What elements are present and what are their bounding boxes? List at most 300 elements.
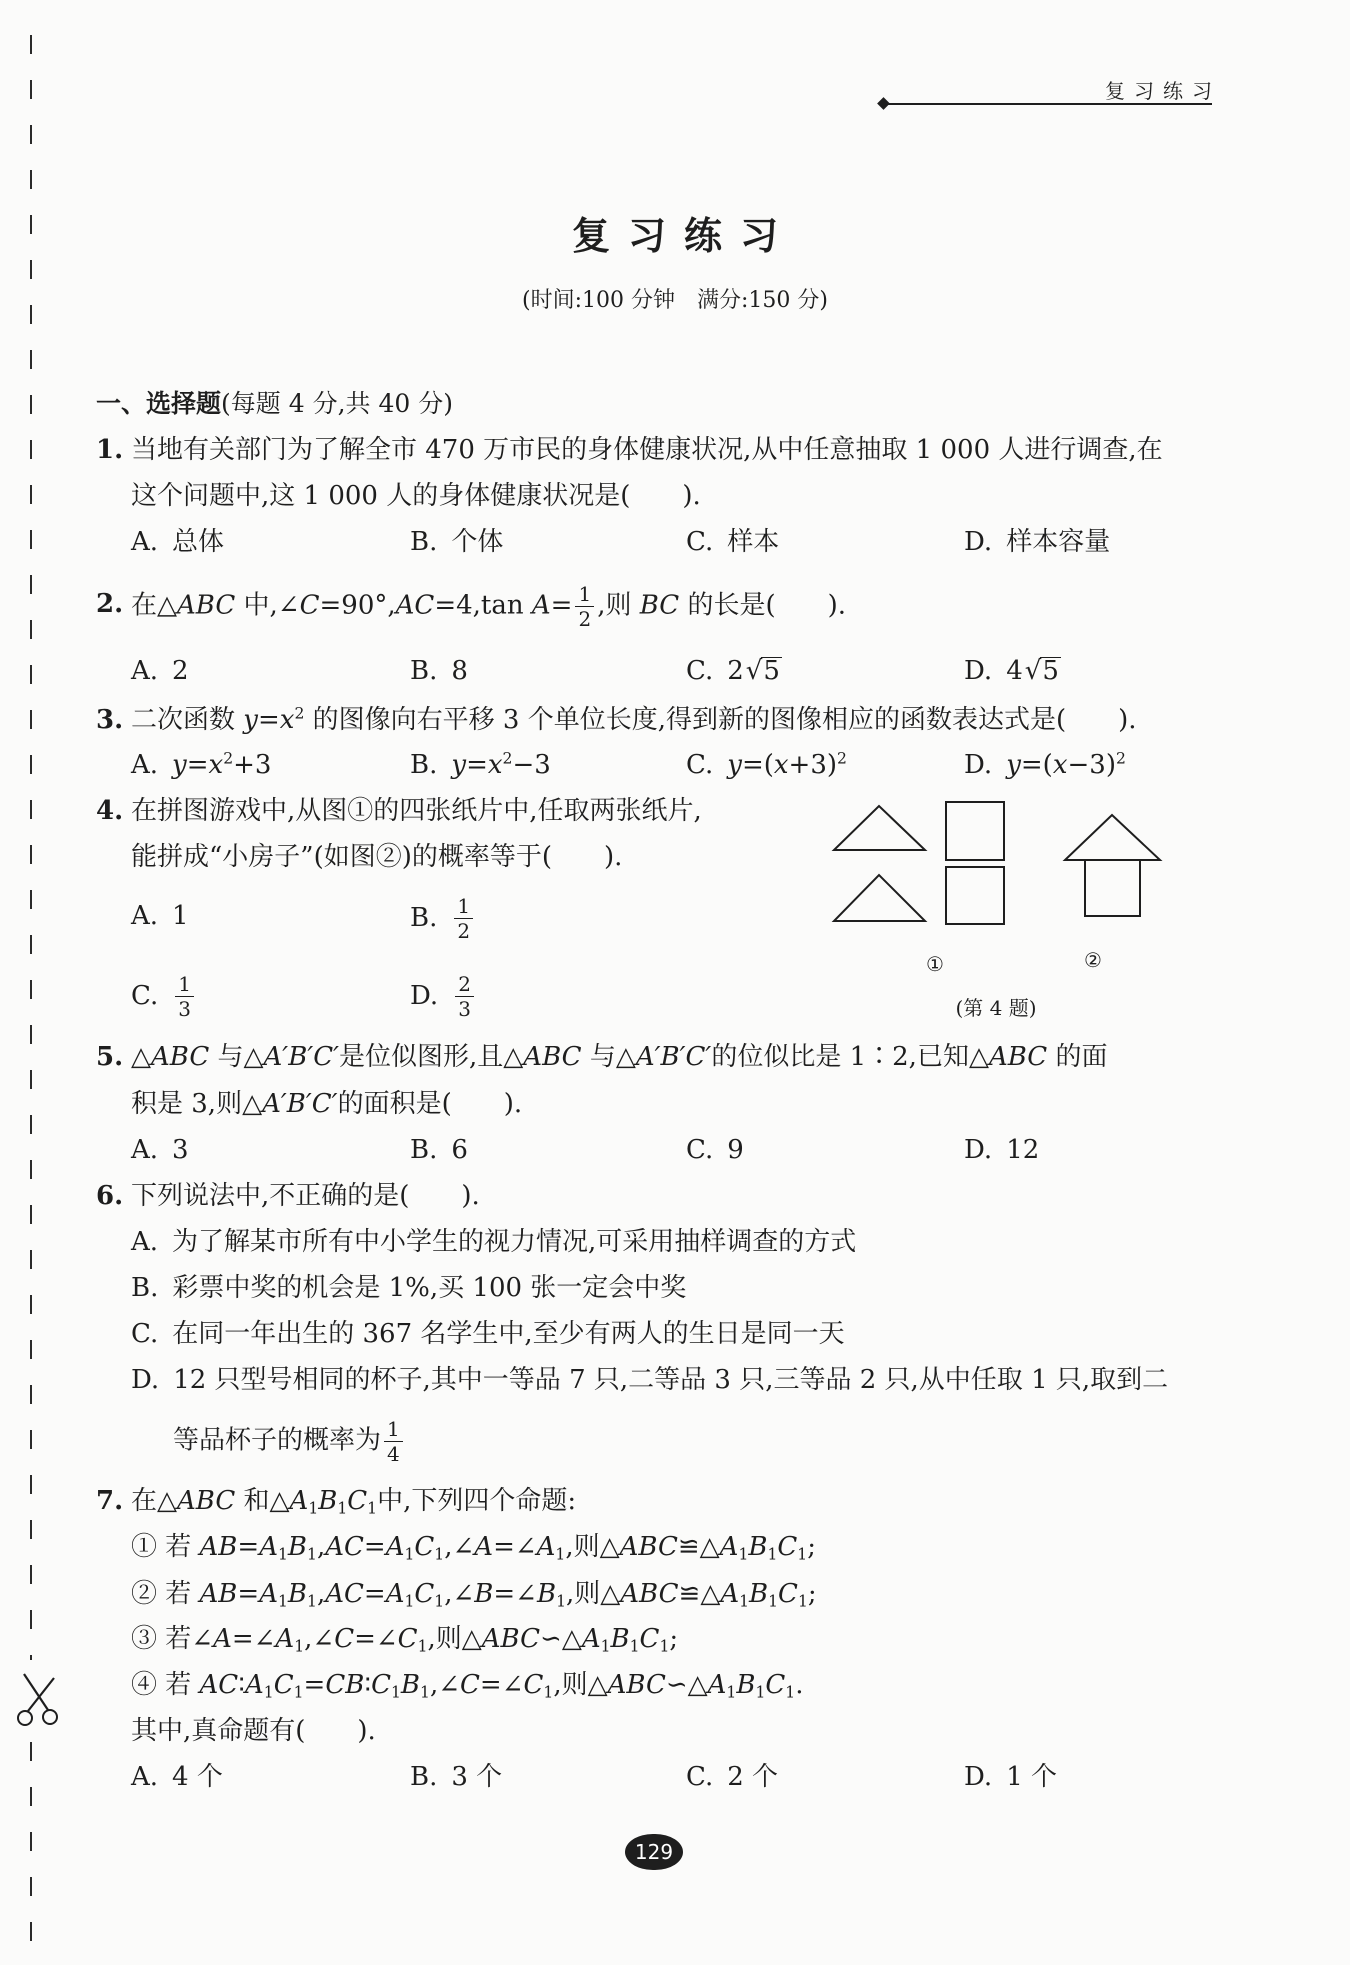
math-term — [488, 750, 513, 780]
q3-stem-line-1 — [131, 700, 1137, 740]
math-variable: BC — [639, 590, 680, 621]
option-text — [451, 527, 503, 557]
text-run: =∠ — [231, 1624, 276, 1654]
radical-sign: √ — [1024, 656, 1042, 686]
math-variable: C — [397, 1624, 418, 1654]
text-run: ,则△ — [565, 1532, 620, 1562]
subscript: 1 — [434, 1545, 445, 1564]
proposition-4 — [131, 1665, 803, 1705]
text-run: 3 — [172, 1135, 189, 1165]
numerator: 2 — [455, 974, 474, 997]
proposition-2 — [131, 1574, 817, 1614]
text-run: = — [237, 1532, 260, 1562]
option-text — [172, 1227, 856, 1257]
math-term — [482, 1624, 540, 1654]
math-variable: A′B′C′ — [635, 1042, 712, 1072]
math-term — [213, 1624, 232, 1654]
subscript: 1 — [417, 1637, 428, 1656]
text-run: ,则△ — [427, 1624, 482, 1654]
text-run: 积是 3,则△ — [131, 1089, 263, 1119]
math-variable: ABC — [177, 1486, 236, 1516]
option-a — [131, 522, 224, 562]
subscript: 1 — [797, 1545, 808, 1564]
math-variable: B — [400, 1670, 421, 1700]
option-text — [1006, 527, 1110, 557]
superscript: 2 — [837, 749, 847, 768]
option-letter: B. — [410, 1135, 438, 1165]
subscript: 1 — [726, 1683, 737, 1702]
text-run: 1 个 — [1006, 1762, 1057, 1792]
text-run: 9 — [727, 1135, 744, 1165]
math-variable: ABC — [619, 1532, 678, 1562]
denominator: 2 — [457, 919, 471, 943]
option-b — [410, 522, 503, 562]
text-run: +3) — [788, 750, 838, 780]
text-run: ∽△ — [540, 1624, 582, 1654]
math-term — [371, 1670, 401, 1700]
math-variable: ABC — [481, 1624, 541, 1654]
text-run: 在同一年出生的 367 名学生中,至少有两人的生日是同一天 — [172, 1319, 845, 1349]
text-run: ≌△ — [678, 1579, 721, 1609]
text-run: ∽△ — [665, 1670, 708, 1700]
option-text — [727, 1762, 778, 1792]
numerator: 1 — [384, 1419, 403, 1442]
square-piece — [946, 802, 1004, 860]
subscript: 1 — [629, 1637, 640, 1656]
option-text — [1006, 750, 1126, 780]
math-variable: A — [259, 1579, 278, 1609]
math-term — [151, 1042, 209, 1072]
section-heading — [96, 384, 453, 424]
option-d — [131, 1360, 1168, 1400]
math-term — [708, 1670, 737, 1700]
subscript: 1 — [278, 1545, 288, 1564]
subscript: 1 — [739, 1592, 750, 1611]
text-run: ,则△ — [553, 1670, 608, 1700]
math-term — [524, 1670, 554, 1700]
option-d — [964, 1757, 1057, 1797]
running-header-title: 复习练习 — [1105, 79, 1221, 103]
option-text — [1006, 656, 1061, 686]
math-term — [262, 1089, 338, 1119]
math-term — [532, 591, 551, 621]
text-run: 与△ — [209, 1042, 264, 1072]
text-run: ,∠ — [444, 1532, 475, 1562]
math-term — [777, 1532, 807, 1562]
question-number: 5. — [96, 1042, 124, 1072]
q5-stem-line-2 — [131, 1084, 522, 1124]
text-run: =4,tan — [434, 590, 532, 621]
math-variable: C — [299, 590, 320, 621]
math-term — [748, 1532, 777, 1562]
option-d — [964, 1130, 1039, 1170]
question-number: 4. — [96, 796, 124, 826]
option-text — [452, 972, 477, 1021]
option-letter: A. — [131, 1227, 159, 1257]
text-run: △ — [131, 1042, 151, 1072]
math-term — [200, 1579, 238, 1609]
math-variable: A — [581, 1624, 601, 1654]
superscript: 2 — [223, 749, 234, 768]
math-term — [451, 750, 466, 780]
math-variable: AC — [325, 1532, 364, 1562]
option-text — [727, 527, 779, 557]
subscript: 1 — [738, 1545, 749, 1564]
text-run: ≌△ — [677, 1532, 720, 1562]
text-run: 能拼成“小房子”(如图②)的概率等于( ). — [131, 842, 623, 872]
math-variable: B — [749, 1579, 769, 1609]
math-term — [318, 1486, 347, 1516]
math-term — [620, 1532, 678, 1562]
math-term — [778, 1579, 808, 1609]
radical-sign: √ — [745, 656, 763, 686]
math-term — [264, 1042, 340, 1072]
option-text — [451, 894, 476, 943]
option-c — [131, 1314, 845, 1354]
text-run: −3) — [1067, 750, 1116, 780]
fraction — [455, 974, 474, 1019]
math-variable: ABC — [620, 1579, 679, 1609]
math-variable: C — [777, 1532, 798, 1562]
option-letter: B. — [410, 527, 438, 557]
math-variable: B — [287, 1579, 308, 1609]
math-term — [245, 1670, 274, 1700]
subscript: 1 — [308, 1499, 319, 1518]
text-run: 在拼图游戏中,从图①的四张纸片中,任取两张纸片, — [131, 796, 702, 826]
math-variable: ABC — [177, 590, 236, 621]
q2-options — [0, 651, 1350, 691]
q3-options — [0, 745, 1350, 785]
question-number: 3. — [96, 705, 124, 735]
q4-stem-line-1 — [131, 791, 702, 831]
math-variable: y — [727, 750, 742, 780]
option-b — [410, 651, 468, 691]
math-term — [401, 1670, 430, 1700]
math-variable: C — [523, 1670, 544, 1700]
math-variable: A′B′C′ — [262, 1089, 338, 1119]
house-body — [1085, 860, 1140, 916]
option-text — [451, 1762, 502, 1792]
math-term — [325, 1670, 364, 1700]
text-run: ,∠ — [429, 1670, 461, 1700]
math-variable: AB — [199, 1579, 238, 1609]
text-run: . — [795, 1670, 804, 1700]
math-term — [1053, 750, 1068, 780]
option-text — [727, 656, 782, 686]
text-run: 3 个 — [451, 1762, 503, 1792]
option-b — [410, 894, 476, 943]
figure-label-2: ② — [1084, 948, 1102, 972]
text-run: 1 — [172, 901, 189, 931]
text-run: = — [237, 1579, 260, 1609]
subscript: 1 — [294, 1637, 305, 1656]
math-variable: C — [414, 1532, 435, 1562]
option-text — [172, 901, 189, 931]
option-letter: A. — [131, 656, 159, 686]
subscript: 1 — [293, 1683, 304, 1702]
text-run: 4 — [1006, 656, 1023, 686]
option-letter: B. — [410, 1762, 438, 1792]
text-run: ; — [669, 1624, 679, 1654]
math-variable: B — [536, 1579, 557, 1609]
math-variable: A — [474, 1532, 494, 1562]
question-number: 2. — [96, 589, 124, 619]
question-number: 6. — [96, 1181, 124, 1211]
text-run: 2 — [172, 656, 189, 686]
subscript: 1 — [556, 1592, 566, 1611]
math-variable: C — [273, 1670, 294, 1700]
superscript: 2 — [502, 749, 513, 768]
subscript: 1 — [263, 1683, 274, 1702]
option-a — [131, 896, 189, 936]
denominator: 2 — [578, 607, 592, 631]
text-run: 4 个 — [172, 1762, 223, 1792]
q5-options — [0, 1130, 1350, 1170]
math-term — [274, 1670, 304, 1700]
math-variable: A — [385, 1532, 405, 1562]
math-term — [334, 1624, 354, 1654]
text-run: 和△ — [235, 1486, 290, 1516]
option-c — [686, 522, 779, 562]
denominator: 4 — [387, 1442, 400, 1466]
option-a — [131, 1222, 856, 1262]
math-variable: AC — [199, 1670, 239, 1700]
math-term — [774, 750, 789, 780]
math-term — [209, 750, 234, 780]
subscript: 1 — [755, 1683, 766, 1702]
text-run: 样本容量 — [1006, 527, 1111, 557]
math-variable: A — [259, 1532, 278, 1562]
math-term — [736, 1670, 765, 1700]
math-term — [386, 1532, 415, 1562]
subscript: 1 — [391, 1683, 401, 1702]
math-term — [243, 705, 258, 735]
math-variable: A — [289, 1486, 309, 1516]
text-run: 个体 — [451, 527, 504, 557]
q7-conclusion — [131, 1711, 376, 1751]
math-variable: A — [719, 1532, 739, 1562]
option-c — [686, 651, 782, 691]
math-variable: C — [778, 1579, 798, 1609]
math-term — [640, 1624, 670, 1654]
math-variable: C — [334, 1624, 355, 1654]
text-run: ④ 若 — [131, 1670, 200, 1700]
text-run: 中,∠ — [235, 590, 300, 621]
option-b — [410, 1757, 502, 1797]
text-run: 在△ — [131, 1486, 177, 1516]
numerator: 1 — [175, 974, 194, 997]
text-run: ③ 若∠ — [131, 1624, 214, 1654]
math-variable: y — [1006, 750, 1021, 780]
option-text — [172, 1319, 844, 1349]
option-letter: C. — [686, 527, 714, 557]
option-letter: A. — [131, 1135, 159, 1165]
subscript: 1 — [404, 1545, 415, 1564]
option-letter: C. — [131, 980, 159, 1011]
option-text — [727, 750, 847, 780]
math-variable: AC — [395, 590, 435, 621]
option-b — [410, 1130, 468, 1170]
option-a — [131, 1757, 223, 1797]
q2-stem-line-1 — [131, 582, 847, 631]
math-variable: ABC — [151, 1042, 210, 1072]
math-term — [989, 1042, 1047, 1072]
section-note: (每题 4 分,共 40 分) — [221, 389, 453, 418]
option-c — [686, 1757, 778, 1797]
option-letter: A. — [131, 750, 159, 780]
subscript: 1 — [404, 1592, 415, 1611]
math-term — [789, 750, 847, 780]
math-variable: y — [243, 705, 258, 735]
math-term — [172, 750, 187, 780]
denominator: 3 — [178, 997, 191, 1021]
math-variable: A — [707, 1670, 727, 1700]
option-d — [964, 651, 1061, 691]
math-variable: C — [347, 1486, 368, 1516]
option-letter: B. — [410, 656, 438, 686]
option-text — [172, 972, 197, 1021]
option-letter: A. — [131, 901, 159, 931]
fraction — [384, 1419, 403, 1464]
subscript: 1 — [307, 1545, 317, 1564]
math-variable: B — [748, 1532, 768, 1562]
text-run: ① 若 — [131, 1532, 200, 1562]
text-run: 12 — [1006, 1135, 1040, 1165]
option-text — [172, 1273, 686, 1303]
option-b — [410, 745, 551, 785]
text-run: 在△ — [131, 590, 177, 621]
math-term — [275, 1624, 304, 1654]
math-term — [325, 1532, 364, 1562]
option-c — [686, 1130, 744, 1170]
math-variable: y — [451, 750, 467, 780]
math-term — [398, 1624, 428, 1654]
question-number: 1. — [96, 435, 124, 465]
math-term — [537, 1579, 566, 1609]
option-letter: B. — [410, 902, 438, 933]
option-letter: C. — [686, 656, 714, 686]
text-run: = — [363, 1579, 386, 1609]
option-letter: C. — [686, 1762, 714, 1792]
superscript: 2 — [294, 704, 305, 723]
math-variable: ABC — [988, 1042, 1048, 1072]
math-variable: B — [736, 1670, 756, 1700]
text-run: = — [303, 1670, 326, 1700]
math-term — [1068, 750, 1126, 780]
math-term — [582, 1624, 611, 1654]
math-term — [288, 1532, 317, 1562]
math-term — [1006, 750, 1021, 780]
option-text — [451, 656, 468, 686]
math-variable: AC — [325, 1579, 364, 1609]
text-run: −3 — [512, 750, 551, 780]
proposition-1 — [131, 1527, 816, 1567]
subscript: 1 — [337, 1499, 348, 1518]
math-variable: x — [1052, 750, 1068, 780]
text-run: 中,下列四个命题: — [377, 1486, 577, 1516]
text-run: ∶ — [364, 1670, 372, 1700]
q7-stem-line-1 — [131, 1481, 576, 1521]
text-run: =( — [1020, 750, 1053, 780]
math-term — [611, 1624, 640, 1654]
option-text — [172, 1135, 189, 1165]
math-term — [640, 591, 679, 621]
option-b — [131, 1268, 686, 1308]
text-run: ,∠ — [304, 1624, 335, 1654]
math-variable: C — [639, 1624, 660, 1654]
option-text — [1006, 1135, 1039, 1165]
text-run: =∠ — [493, 1579, 537, 1609]
option-letter: C. — [131, 1319, 159, 1349]
text-run: 是位似图形,且△ — [339, 1042, 524, 1072]
option-text — [172, 1762, 223, 1792]
math-variable: ABC — [523, 1042, 582, 1072]
text-run: =∠ — [479, 1670, 524, 1700]
text-run: ② 若 — [131, 1579, 200, 1609]
q4-figure — [820, 795, 1180, 935]
text-run: 这个问题中,这 1 000 人的身体健康状况是( ). — [131, 481, 701, 511]
option-d — [964, 522, 1110, 562]
math-term — [414, 1579, 444, 1609]
math-variable: B — [610, 1624, 630, 1654]
text-run: 彩票中奖的机会是 1%,买 100 张一定会中奖 — [172, 1273, 687, 1303]
option-text — [172, 656, 189, 686]
math-term — [474, 1532, 493, 1562]
text-run: ,∠ — [444, 1579, 475, 1609]
math-term — [474, 1579, 493, 1609]
text-run: 的位似比是 1∶2,已知△ — [711, 1042, 989, 1072]
q1-stem-line-2 — [131, 476, 701, 516]
math-variable: x — [487, 750, 503, 780]
q7-options — [0, 1757, 1350, 1797]
math-term — [720, 1532, 749, 1562]
math-variable: x — [773, 750, 789, 780]
fraction — [175, 974, 194, 1019]
triangle-piece — [834, 806, 925, 850]
text-run: = — [363, 1532, 386, 1562]
text-run: 其中,真命题有( ). — [131, 1716, 376, 1746]
text-run: 的面积是( ). — [337, 1089, 523, 1119]
math-variable: A — [275, 1624, 295, 1654]
square-piece — [946, 867, 1004, 924]
subscript: 1 — [367, 1499, 378, 1518]
math-term — [620, 1579, 678, 1609]
text-run: , — [316, 1579, 326, 1609]
option-letter: D. — [964, 750, 993, 780]
option-letter: D. — [964, 1135, 993, 1165]
subscript: 1 — [278, 1592, 288, 1611]
text-run: 12 只型号相同的杯子,其中一等品 7 只,二等品 3 只,三等品 2 只,从中任取 1 只,取到二 — [173, 1365, 1169, 1395]
math-term — [636, 1042, 712, 1072]
math-term — [300, 591, 320, 621]
math-term — [727, 750, 742, 780]
text-run: 6 — [451, 1135, 468, 1165]
text-run: =∠ — [354, 1624, 398, 1654]
option-d — [964, 745, 1126, 785]
option-letter: A. — [131, 1762, 159, 1792]
q6-stem-line-1 — [131, 1176, 480, 1216]
option-c — [686, 745, 847, 785]
text-run: = — [186, 750, 209, 780]
text-run: 二次函数 — [131, 705, 244, 735]
math-term — [259, 1579, 288, 1609]
option-letter: D. — [964, 656, 993, 686]
math-variable: A — [385, 1579, 405, 1609]
option-letter: D. — [964, 1762, 993, 1792]
text-run: 当地有关部门为了解全市 470 万市民的身体健康状况,从中任意抽取 1 000 人进行调查,在 — [131, 435, 1163, 465]
text-run: 为了解某市所有中小学生的视力情况,可采用抽样调查的方式 — [172, 1227, 857, 1257]
math-variable: A — [531, 590, 551, 621]
